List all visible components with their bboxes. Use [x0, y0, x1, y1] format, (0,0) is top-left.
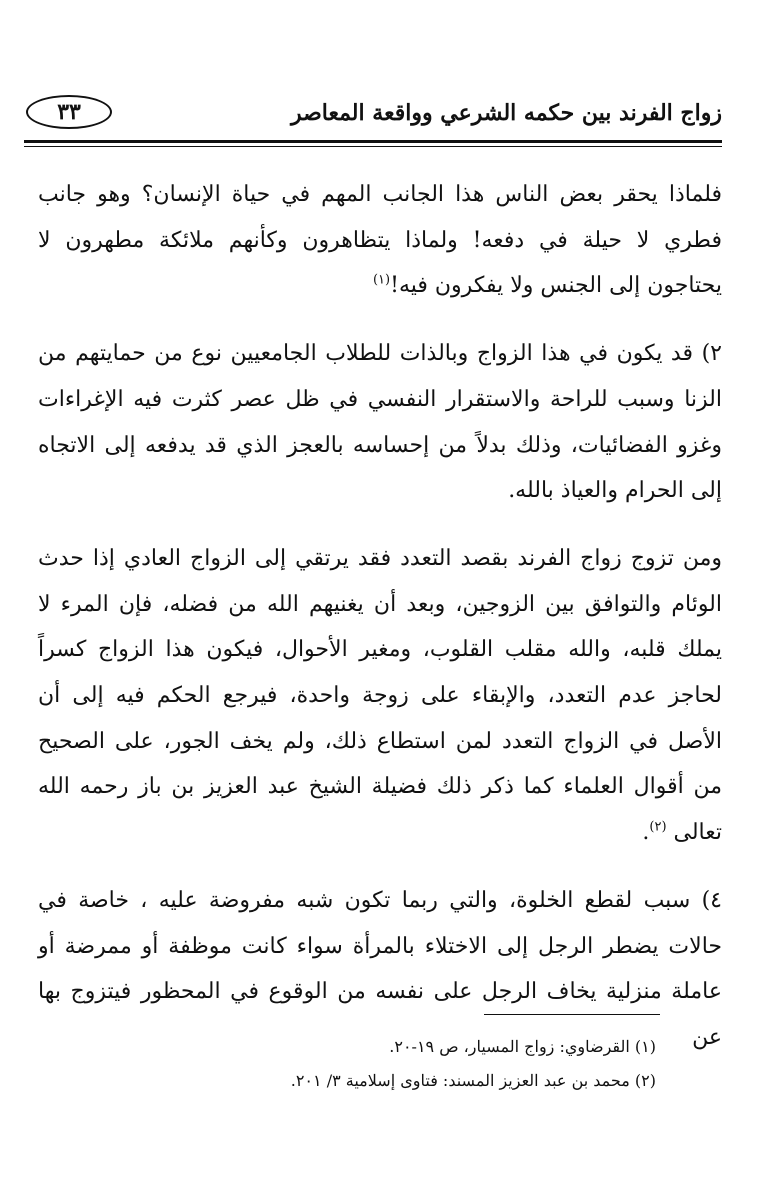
footnote-ref: (١): [372, 273, 391, 289]
running-title: زواج الفرند بين حكمه الشرعي وواقعة المعاصر: [290, 100, 722, 126]
header-rule-thick: [24, 140, 722, 143]
footnotes: [60, 1030, 656, 1098]
paragraph: فلماذا يحقر بعض الناس هذا الجانب المهم في حياة الإنسان؟ وهو جانب فطري لا حيلة في دفعه! ولماذا يتظاهرون وكأنهم ملائكة مطهرون لا يحتاجون إلى الجنس ولا يفكرون فيه!$^{(١)}$: [38, 182, 722, 299]
footnote: (١) القرضاوي: زواج المسيار، ص ١٩-٢٠.: [389, 1037, 656, 1056]
footnote: (٢) محمد بن عبد العزيز المسند: فتاوى إسلامية ٣/ ٢٠١.: [290, 1071, 656, 1090]
header-rule-thin: [24, 146, 722, 147]
paragraph: ٢) قد يكون في هذا الزواج وبالذات للطلاب الجامعيين نوع من حمايتهم من الزنا وسبب للراحة والاستقرار النفسي في ظل عصر كثرت فيه الإغراءات وغزو الفضائيات، وذلك بدلاً من إحساسه بالعجز الذي قد يدفعه إلى الاتجاه إلى الحرام والعياذ بالله.: [38, 341, 722, 504]
body-text: [38, 172, 722, 1061]
paragraph: ومن تزوج زواج الفرند بقصد التعدد فقد يرتقي إلى الزواج العادي إذا حدث الوئام والتوافق بين الزوجين، وبعد أن يغنيهم الله من فضله، فإن المرء لا يملك قلبه، والله مقلب القلوب، ومغير الأحوال، فيكون هذا الزواج كسراً لحاجز عدم التعدد، والإبقاء على زوجة واحدة، فيرجع الحكم فيه إلى أن الأصل في الزواج التعدد لمن استطاع ذلك، ولم يخف الجور، على الصحيح من أقوال العلماء كما ذكر ذلك فضيلة الشيخ عبد العزيز بن باز رحمه الله تعالى $^{(٢)}$.: [38, 545, 723, 846]
footnote-ref: (٢): [649, 819, 667, 835]
footnote-separator: [484, 1014, 660, 1015]
page-number-badge: ٣٣: [26, 95, 112, 129]
running-header: [22, 92, 722, 138]
paragraph: ٤) سبب لقطع الخلوة، والتي ربما تكون شبه مفروضة عليه ، خاصة في حالات يضطر الرجل إلى الاختلاء بالمرأة سواء كانت موظفة أو ممرضة أو عاملة منزلية يخاف الرجل على نفسه من الوقوع في المحظور فيتزوج بها عن: [38, 887, 722, 1050]
